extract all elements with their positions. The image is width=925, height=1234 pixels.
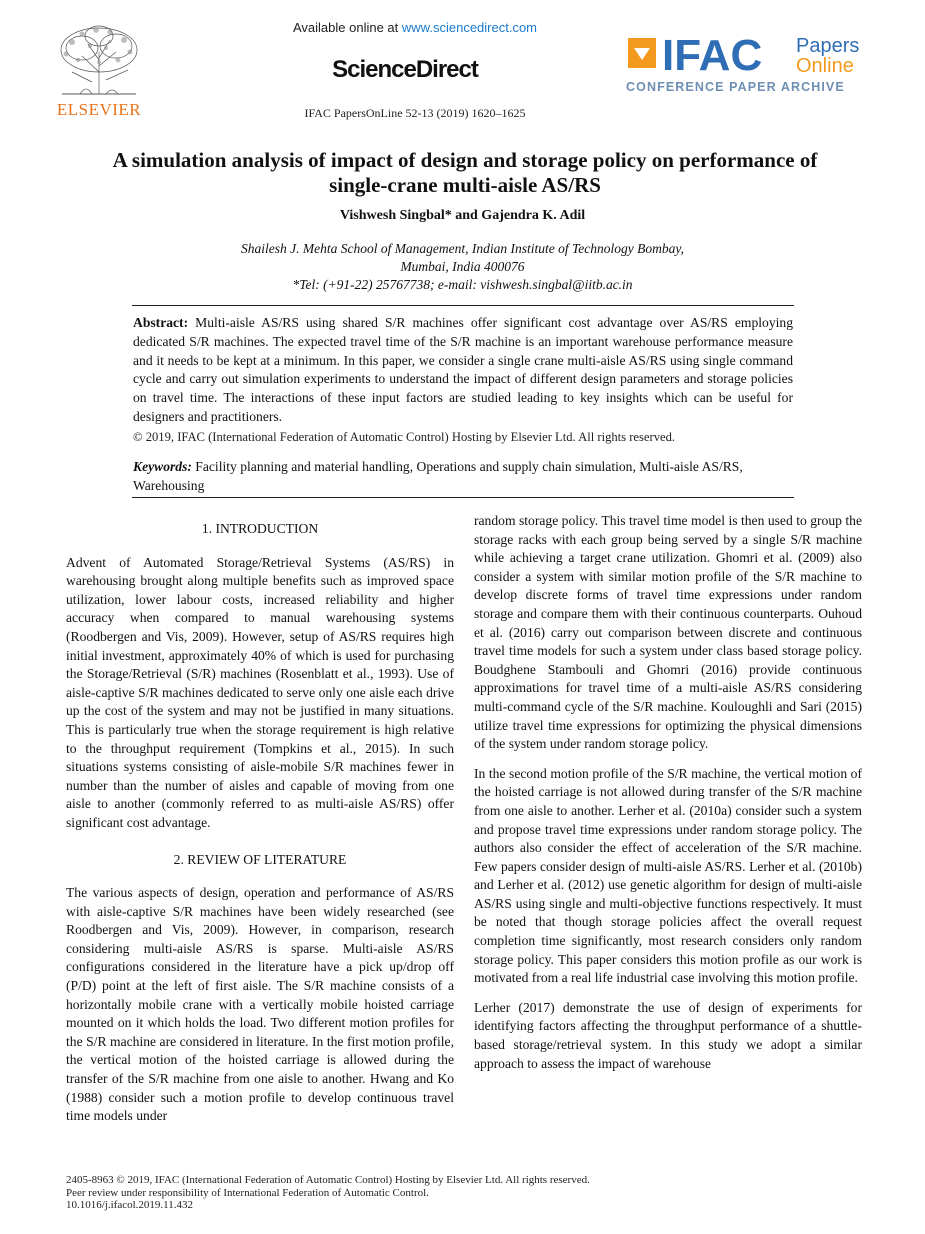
ifac-online: Online (796, 55, 854, 77)
elsevier-wordmark: ELSEVIER (56, 100, 142, 119)
affiliation-line-3: *Tel: (+91-22) 25767738; e-mail: vishwesh.singbal@iitb.ac.in (292, 277, 633, 292)
footer (66, 1174, 590, 1212)
title-line-1: A simulation analysis of impact of design and storage policy on performance of (112, 148, 818, 172)
abstract-text: Multi-aisle AS/RS using shared S/R machines offer significant cost advantage over AS/RS employing dedicated S/R machines. The expected travel time of the S/R machine is an important warehouse performance measure and it needs to be kept at a minimum. In this paper, we consider a single crane multi-aisle AS/RS using single command cycle and carry out simulation experiments to understand the impact of different design parameters and storage policies on travel time. The interactions of these input factors are studied leading to key insights which can be useful for designers and practitioners. (133, 315, 793, 424)
keywords-label: Keywords: (133, 459, 192, 474)
sciencedirect-link[interactable]: www.sciencedirect.com (401, 20, 538, 35)
ifac-subtitle: CONFERENCE PAPER ARCHIVE (626, 80, 845, 94)
affiliation (0, 240, 925, 294)
footer-doi: 10.1016/j.ifacol.2019.11.432 (66, 1199, 193, 1211)
review-paragraph-continued: random storage policy. This travel time model is then used to group the storage racks with each group being served by a single S/R machine while achieving a target crane utilization. Ghomri et al. (2009) also consider a system with similar motion profile of the S/R machine to develop discrete forms of travel time expressions under random storage and compare them with their continuous counterparts. Ouhoud et al. (2016) carry out comparison between discrete and continuous travel time models for such a system under class based storage policy. Boudghene Stambouli and Ghomri (2016) provide continuous approximations for travel time of a multi-aisle AS/RS considering multi-command cycle of the S/R machine. Kouloughli and Sari (2015) utilize travel time expressions for optimizing the physical dimensions of the system under random storage policy. (474, 513, 862, 752)
abstract-copyright: © 2019, IFAC (International Federation of Automatic Control) Hosting by Elsevier Ltd. All rights reserved. (133, 430, 676, 444)
paper-title (40, 148, 890, 198)
design-of-experiments-paragraph: Lerher (2017) demonstrate the use of design of experiments for identifying factors affecting the throughput performance of a shuttle-based storage/retrieval system. In this study we adopt a similar approach to assess the impact of warehouse (474, 999, 862, 1071)
second-motion-profile-paragraph: In the second motion profile of the S/R machine, the vertical motion of the hoisted carriage is not allowed during transfer of the S/R machine from one aisle to another. Lerher et al. (2010a) consider such a system and propose travel time expressions under random storage policy. The authors also consider the effect of acceleration of the S/R machine. Few papers consider design of multi-aisle AS/RS. Lerher et al. (2010b) and Lerher et al. (2012) use genetic algorithm for design of multi-aisle AS/RS using single and multi-objective functions respectively. It must be noted that though storage policies affect the overall request completion time significantly, most research considers only random storage policy. This paper considers this motion profile as our work is motivated from a real life industrial case involving this motion profile. (474, 765, 862, 986)
abstract (133, 314, 793, 427)
footer-peer-review-line: Peer review under responsibility of International Federation of Automatic Control. (66, 1186, 429, 1199)
introduction-paragraph: Advent of Automated Storage/Retrieval Systems (AS/RS) in warehousing brought along multiple benefits such as improved space utilization, lower labour costs, increased reliability and higher accuracy when compared to manual warehousing systems (Roodbergen and Vis, 2009). However, setup of AS/RS requires high initial investment, approximately 40% of which is used for purchasing the Storage/Retrieval (S/R) machines (Rosenblatt et al., 1993). Use of aisle-captive S/R machines dedicated to serve only one aisle each drive up the cost of the system and may not be justified in many situations. This is particularly true when the storage requirement is high relative to the throughput requirement (Tompkins et al., 2015). In such situations systems consisting of aisle-mobile S/R machines fewer in number than the number of aisles and capable of moving from one aisle to another (commonly referred to as multi-aisle AS/RS) offer significant cost advantage. (66, 554, 454, 830)
right-column (474, 512, 862, 1084)
elsevier-logo (52, 22, 146, 118)
section-heading-introduction: 1. INTRODUCTION (201, 521, 319, 536)
affiliation-line-1: Shailesh J. Mehta School of Management, Indian Institute of Technology Bombay, (240, 241, 685, 256)
availability-line (0, 20, 830, 35)
affiliation-line-2: Mumbai, India 400076 (400, 259, 525, 274)
title-line-2: single-crane multi-aisle AS/RS (329, 173, 601, 197)
keywords-text: Facility planning and material handling, Operations and supply chain simulation, Multi-aisle AS/RS, Warehousing (133, 459, 743, 493)
top-divider (132, 305, 794, 306)
available-prefix: Available online at (292, 20, 399, 35)
section-heading-review: 2. REVIEW OF LITERATURE (173, 851, 347, 867)
ifac-papers: Papers (796, 35, 860, 57)
footer-issn-line: 2405-8963 © 2019, IFAC (International Federation of Automatic Control) Hosting by Elsevier Ltd. All rights reserved. (66, 1174, 590, 1186)
sciencedirect-brand: ScienceDirect (332, 56, 478, 83)
abstract-label: Abstract: (133, 315, 189, 330)
bottom-divider (132, 497, 794, 498)
authors: Vishwesh Singbal* and Gajendra K. Adil (339, 208, 586, 223)
keywords (133, 458, 793, 496)
review-paragraph: The various aspects of design, operation and performance of AS/RS with aisle-captive S/R machines have been widely researched (see Roodbergen and Vis, 2009). However, in comparison, research considering multi-aisle AS/RS is sparse. Multi-aisle AS/RS configurations considered in the literature have a pick up/drop off (P/D) point at the left of first aisle. The S/R machine consists of a horizontally mobile crane with a vertically mobile hoisted carriage mounted on it which holds the load. Two different motion profiles for the S/R machine are considered in literature. In the first motion profile, the vertical motion of the hoisted carriage is allowed during the transfer of the S/R machine from one aisle to another. Hwang and Ko (1988) consider such a motion profile to develop continuous travel time models under (66, 885, 454, 1124)
ifac-wordmark: IFAC (662, 34, 763, 80)
journal-reference: IFAC PapersOnLine 52-13 (2019) 1620–1625 (304, 106, 526, 120)
left-column (66, 520, 454, 1137)
